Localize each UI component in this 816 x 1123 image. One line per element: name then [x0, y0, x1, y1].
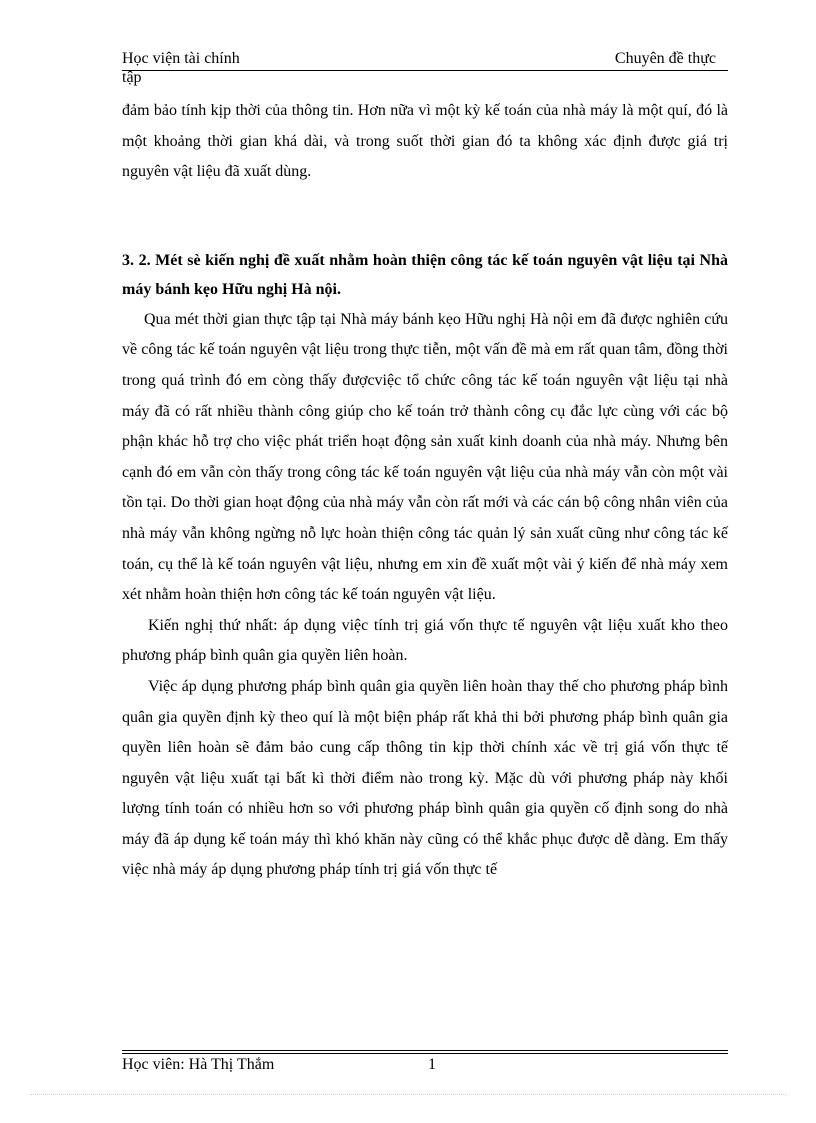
document-body — [122, 96, 728, 886]
footer-rule-bottom — [122, 1053, 728, 1054]
header-document-type: Chuyên đề thực — [614, 50, 716, 67]
page-boundary-line — [30, 1094, 786, 1095]
paragraph-3: Việc áp dụng phương pháp bình quân gia quyền liên hoàn thay thế cho phương pháp bình quân gia quyền định kỳ theo quí là một biện pháp rất khả thi bởi phương pháp bình quân gia quyền liên hoàn sẽ đảm bảo cung cấp thông tin kịp thời chính xác về trị giá vốn thực tế nguyên vật liệu xuất tại bất kì thời điểm nào trong kỳ. Mặc dù với phương pháp này khối lượng tính toán có nhiều hơn so với phương pháp bình quân gia quyền cố định song do nhà máy đã áp dụng kế toán máy thì khó khăn này cũng có thể khắc phục được dễ dàng. Em thấy việc nhà máy áp dụng phương pháp tính trị giá vốn thực tế — [122, 677, 728, 879]
page-header — [122, 50, 728, 90]
section-heading: 3. 2. Mét sè kiến nghị đề xuất nhằm hoàn thiện công tác kế toán nguyên vật liệu tại Nhà máy bánh kẹo Hữu nghị Hà nội. — [122, 251, 728, 298]
paragraph-1: Qua mét thời gian thực tập tại Nhà máy bánh kẹo Hữu nghị Hà nội em đã được nghiên cứu về công tác kế toán nguyên vật liệu trong thực tiễn, một vấn đề mà em rất quan tâm, đồng thời trong quá trình đó em còng thấy đượcviệc tổ chức công tác kế toán nguyên vật liệu tại nhà máy đã có rất nhiều thành công giúp cho kế toán trở thành công cụ đắc lực cùng với các bộ phận khác hỗ trợ cho việc phát triển hoạt động sản xuất kinh doanh của nhà máy. Nhưng bên cạnh đó em vẫn còn thấy trong công tác kế toán nguyên vật liệu của nhà máy vẫn còn một vài tồn tại. Do thời gian hoạt động của nhà máy vẫn còn rất mới và các cán bộ công nhân viên của nhà máy vẫn không ngừng nỗ lực hoàn thiện công tác quản lý sản xuất cũng như công tác kế toán, cụ thể là kế toán nguyên vật liệu, nhưng em xin đề xuất một vài ý kiến để nhà máy xem xét nhằm hoàn thiện hơn công tác kế toán nguyên vật liệu. — [122, 310, 728, 604]
section-spacer — [122, 188, 728, 246]
footer-author: Học viên: Hà Thị Thắm — [122, 1056, 275, 1073]
footer-rule-top — [122, 1050, 728, 1051]
intro-paragraph: đảm bảo tính kịp thời của thông tin. Hơn nữa vì một kỳ kế toán của nhà máy là một quí, đó là một khoảng thời gian khá dài, và trong suốt thời gian đó ta không xác định được giá trị nguyên vật liệu đã xuất dùng. — [122, 102, 728, 181]
header-rule — [122, 70, 728, 71]
header-document-type-wrap: tập — [122, 69, 142, 86]
header-institution: Học viện tài chính — [122, 50, 240, 67]
paragraph-2: Kiến nghị thứ nhất: áp dụng việc tính trị giá vốn thực tế nguyên vật liệu xuất kho theo phương pháp bình quân gia quyền liên hoàn. — [122, 616, 728, 665]
page-number: 1 — [428, 1056, 436, 1073]
